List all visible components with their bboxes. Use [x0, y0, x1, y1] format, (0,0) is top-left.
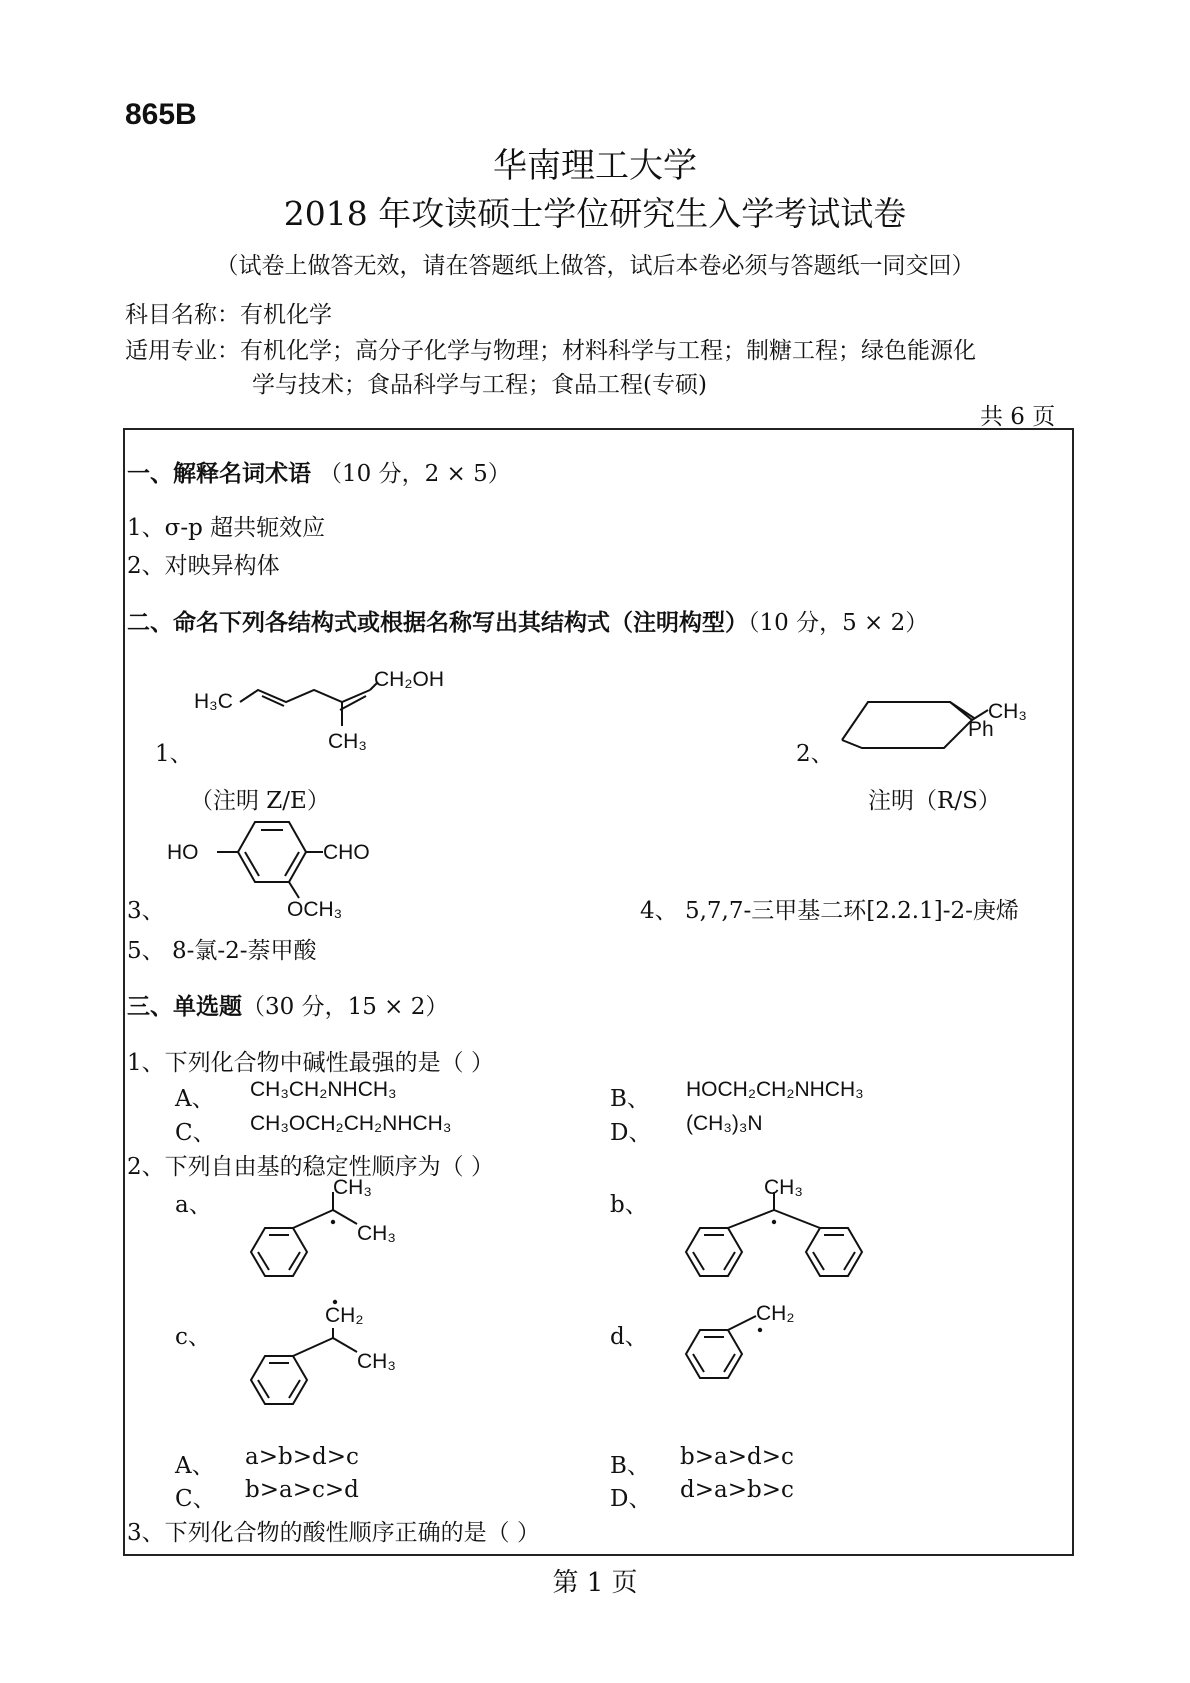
ch3-label: CH₃	[328, 730, 367, 753]
radical-a-structure	[245, 1178, 425, 1298]
q2-option-d-text: d>a>b>c	[680, 1477, 794, 1503]
section-2-q2-note: 注明（R/S）	[868, 788, 1001, 814]
radical-a-ch3-top: CH₃	[333, 1176, 372, 1199]
section-3-q2-stem: 2、下列自由基的稳定性顺序为（ ）	[127, 1154, 494, 1180]
methyl-label: CH₃	[988, 700, 1027, 723]
radical-d-structure	[680, 1302, 860, 1426]
hexadienol-structure	[190, 660, 470, 753]
section-2-heading: 二、命名下列各结构式或根据名称写出其结构式（注明构型）	[127, 609, 748, 636]
och3-label: OCH₃	[287, 898, 343, 921]
q1-option-d-letter: D、	[610, 1120, 652, 1146]
section-2-q5: 5、 8-氯-2-萘甲酸	[127, 938, 317, 964]
section-2-title	[127, 604, 928, 637]
majors-label: 适用专业：	[125, 338, 240, 364]
section-2-q1-number: 1、	[155, 741, 193, 767]
section-2-q4: 4、 5,7,7-三甲基二环[2.2.1]-2-庚烯	[640, 898, 1019, 924]
radical-c-structure	[245, 1306, 425, 1426]
exam-notice: （试卷上做答无效，请在答题纸上做答，试后本卷必须与答题纸一同交回）	[215, 253, 975, 279]
q2-option-a-letter: A、	[175, 1453, 215, 1479]
hydroxy-methoxy-benzaldehyde-structure	[165, 812, 385, 922]
cyclohexane-chair-structure	[840, 690, 1050, 760]
ho-label: HO	[167, 841, 199, 864]
section-2-q3-number: 3、	[127, 898, 165, 924]
section-1-item-1: 1、σ-p 超共轭效应	[127, 515, 326, 541]
exam-code: 865B	[125, 98, 197, 131]
university-name: 华南理工大学	[493, 146, 697, 186]
radical-c-ch3: CH₃	[357, 1350, 396, 1373]
majors-line-2: 学与技术；食品科学与工程；食品工程(专硕)	[252, 372, 707, 398]
q1-option-b-letter: B、	[610, 1086, 650, 1112]
section-1-heading: 一、解释名词术语	[127, 460, 311, 487]
phenyl-label: Ph	[968, 718, 994, 741]
radical-b-label: b、	[610, 1192, 648, 1218]
total-pages: 共 6 页	[980, 404, 1056, 430]
subject-label: 科目名称：	[125, 302, 240, 328]
section-3-q1-stem: 1、下列化合物中碱性最强的是（ ）	[127, 1050, 494, 1076]
q2-option-c-text: b>a>c>d	[245, 1477, 359, 1503]
majors-line-1: 有机化学；高分子化学与物理；材料科学与工程；制糖工程；绿色能源化	[240, 338, 976, 364]
q1-option-b-text: HOCH₂CH₂NHCH₃	[686, 1078, 864, 1101]
cho-label: CHO	[323, 841, 370, 864]
q2-option-b-letter: B、	[610, 1453, 650, 1479]
section-2-q2-number: 2、	[796, 741, 834, 767]
majors-row	[125, 332, 976, 365]
subject-row	[125, 296, 332, 329]
ch2oh-label: CH₂OH	[374, 668, 444, 691]
section-1-title	[127, 455, 511, 488]
section-3-title	[127, 988, 448, 1021]
exam-title: 2018 年攻读硕士学位研究生入学考试试卷	[283, 194, 907, 233]
radical-d-ch2: CH₂	[756, 1302, 795, 1325]
q2-option-d-letter: D、	[610, 1486, 652, 1512]
section-2-q1-note: （注明 Z/E）	[190, 788, 330, 814]
radical-a-ch3-right: CH₃	[357, 1222, 396, 1245]
radical-b-structure	[680, 1178, 900, 1298]
radical-b-ch3: CH₃	[764, 1176, 803, 1199]
q2-option-c-letter: C、	[175, 1486, 216, 1512]
radical-a-label: a、	[175, 1192, 212, 1218]
radical-c-label: c、	[175, 1324, 211, 1350]
q1-option-a-letter: A、	[175, 1086, 215, 1112]
q1-option-a-text: CH₃CH₂NHCH₃	[250, 1078, 397, 1101]
section-2-score: （10 分，5 × 2）	[748, 610, 929, 636]
q1-option-c-letter: C、	[175, 1120, 216, 1146]
q2-option-b-text: b>a>d>c	[680, 1444, 794, 1470]
radical-d-label: d、	[610, 1324, 648, 1350]
radical-c-ch2: CH₂	[325, 1304, 364, 1327]
h3c-label: H₃C	[194, 690, 233, 713]
section-1-score: （10 分，2 × 5）	[319, 461, 511, 487]
q1-option-c-text: CH₃OCH₂CH₂NHCH₃	[250, 1112, 452, 1135]
section-3-q3-stem: 3、下列化合物的酸性顺序正确的是（ ）	[127, 1520, 540, 1546]
section-3-score: （30 分，15 × 2）	[242, 994, 449, 1020]
subject-value: 有机化学	[240, 302, 332, 328]
q1-option-d-text: (CH₃)₃N	[686, 1112, 763, 1135]
section-3-heading: 三、单选题	[127, 993, 242, 1020]
page-number: 第 1 页	[552, 1568, 638, 1598]
section-1-item-2: 2、对映异构体	[127, 553, 280, 579]
q2-option-a-text: a>b>d>c	[245, 1444, 359, 1470]
